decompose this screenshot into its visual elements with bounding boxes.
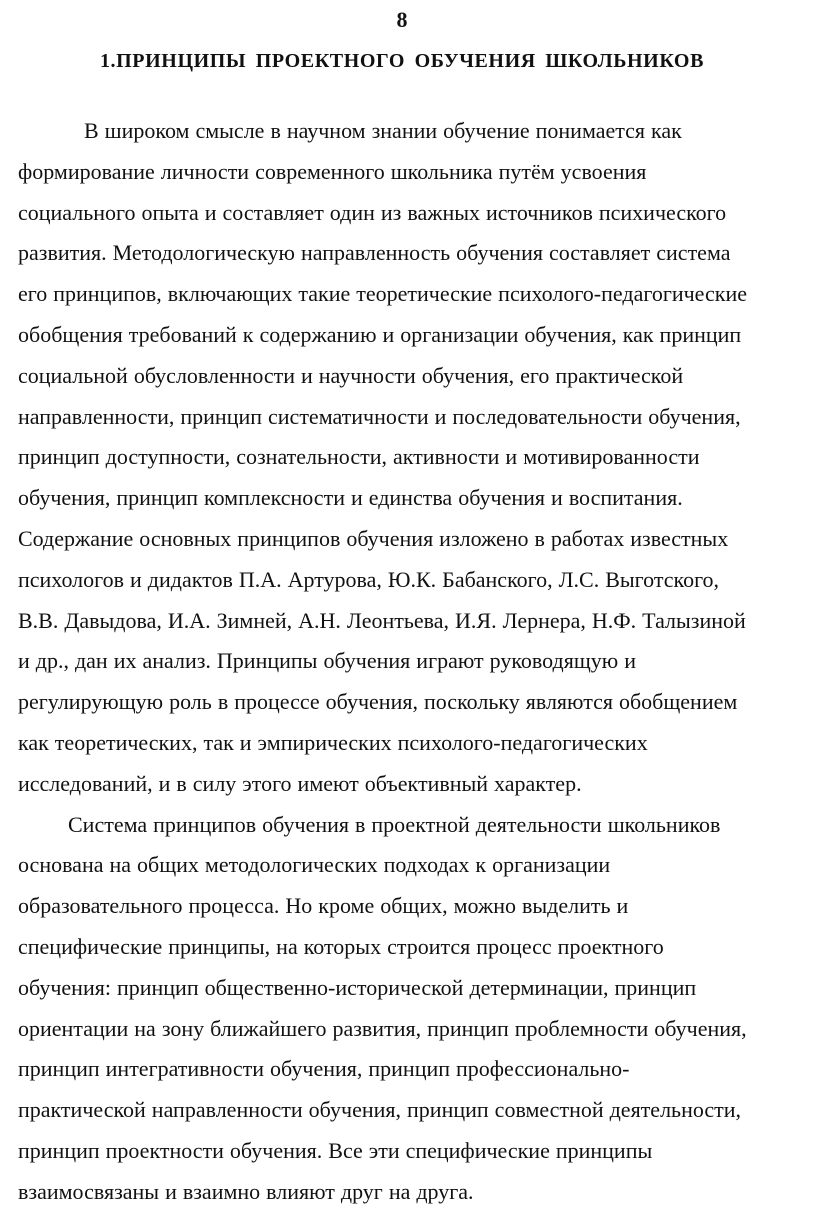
text-line: образовательного процесса. Но кроме общих, можно выделить и xyxy=(18,893,629,919)
text-line: принцип проектности обучения. Все эти специфические принципы xyxy=(18,1137,653,1163)
text-line: регулирующую роль в процессе обучения, поскольку являются обобщением xyxy=(18,689,738,715)
body-text xyxy=(18,117,808,1219)
section-heading: 1.ПРИНЦИПЫ ПРОЕКТНОГО ОБУЧЕНИЯ ШКОЛЬНИКОВ xyxy=(99,50,705,72)
text-line: социальной обусловленности и научности обучения, его практической xyxy=(18,362,684,388)
text-line: исследований, и в силу этого имеют объективный характер. xyxy=(18,770,582,796)
text-line: как теоретических, так и эмпирических психолого-педагогических xyxy=(18,729,648,755)
text-line: Содержание основных принципов обучения изложено в работах известных xyxy=(18,525,729,551)
paragraph-2 xyxy=(18,811,808,1219)
text-line: и др., дан их анализ. Принципы обучения играют руководящую и xyxy=(18,648,636,674)
text-line: обучения, принцип комплексности и единства обучения и воспитания. xyxy=(18,485,683,511)
text-line: обучения: принцип общественно-исторической детерминации, принцип xyxy=(18,974,697,1000)
text-line: специфические принципы, на которых строится процесс проектного xyxy=(18,933,664,959)
text-line: практической направленности обучения, принцип совместной деятельности, xyxy=(18,1097,742,1123)
text-line: психологов и дидактов П.А. Артурова, Ю.К. Бабанского, Л.С. Выготского, xyxy=(18,566,720,592)
text-line: В.В. Давыдова, И.А. Зимней, А.Н. Леонтьева, И.Я. Лернера, Н.Ф. Талызиной xyxy=(18,607,746,633)
text-line: принцип интегративности обучения, принцип профессионально- xyxy=(18,1056,630,1082)
text-line: взаимосвязаны и взаимно влияют друг на друга. xyxy=(18,1178,474,1204)
text-line: социального опыта и составляет один из важных источников психического xyxy=(18,199,727,225)
text-line: В широком смысле в научном знании обучение понимается как xyxy=(84,118,682,143)
text-line: Система принципов обучения в проектной деятельности школьников xyxy=(68,811,721,837)
text-line: принцип доступности, сознательности, активности и мотивированности xyxy=(18,444,700,470)
text-line: развития. Методологическую направленность обучения составляет система xyxy=(18,240,731,266)
text-line: направленности, принцип систематичности и последовательности обучения, xyxy=(18,403,741,429)
text-line: его принципов, включающих такие теоретические психолого-педагогические xyxy=(18,281,747,307)
text-line: основана на общих методологических подходах к организации xyxy=(18,852,611,878)
text-line: обобщения требований к содержанию и организации обучения, как принцип xyxy=(18,321,742,347)
page-number: 8 xyxy=(396,7,408,32)
paragraph-1 xyxy=(18,117,808,811)
text-line: ориентации на зону ближайшего развития, принцип проблемности обучения, xyxy=(18,1015,747,1041)
text-line: формирование личности современного школьника путём усвоения xyxy=(18,158,647,184)
